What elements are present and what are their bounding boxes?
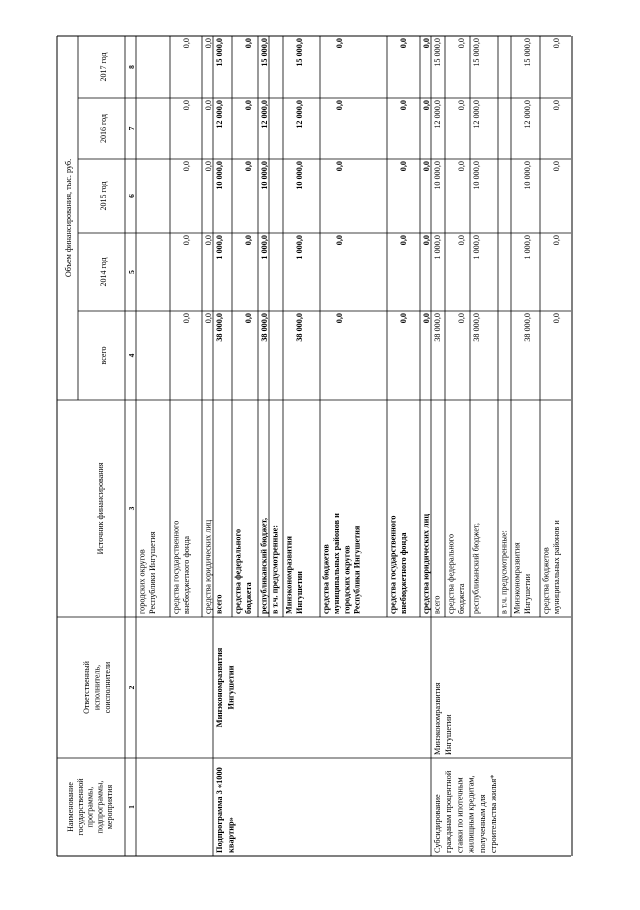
source-text: средства юридических лиц	[203, 519, 213, 614]
value-text: 0,0	[204, 161, 213, 172]
table-grid	[57, 36, 572, 856]
source-text: в т.ч. предусмотренные:	[499, 530, 509, 614]
value-text: 0,0	[422, 161, 431, 172]
value-text: 12 000,0	[433, 100, 442, 129]
source-text: внебюджетного фонда	[181, 535, 191, 614]
source-text: муниципальных районов и	[331, 513, 341, 614]
source-text: средства юридических лиц	[421, 513, 431, 614]
header-source-text: Источник финансирования	[96, 462, 105, 555]
column-number: 6	[127, 194, 136, 198]
value-text: 0,0	[181, 38, 191, 49]
header-exec-text: соисполнители	[103, 661, 112, 714]
value-text: 15 000,0	[522, 38, 532, 67]
header-year-text: 2016 год	[99, 114, 108, 143]
value-text: 1 000,0	[294, 235, 304, 260]
value-text: 0,0	[398, 38, 408, 49]
value-text: 1 000,0	[522, 235, 532, 260]
value-text: 0,0	[422, 235, 431, 246]
value-text: 0,0	[204, 38, 213, 49]
header-name-text: мероприятия	[105, 784, 115, 830]
value-text: 1 000,0	[433, 235, 442, 260]
column-number: 2	[127, 685, 136, 690]
source-text: средства федерального	[233, 528, 243, 614]
value-text: 0,0	[398, 235, 408, 246]
value-text: 0,0	[334, 38, 344, 49]
source-text: городских округов	[342, 545, 352, 614]
value-text: 0,0	[204, 313, 213, 324]
measure-name: жилищным кредитам,	[466, 775, 476, 853]
value-text: 0,0	[422, 313, 431, 324]
table-text	[64, 38, 561, 854]
header-year-text: 2015 год	[99, 181, 108, 211]
source-text: республиканский бюджет,	[259, 517, 269, 614]
source-text: Республики Ингушетия	[352, 525, 362, 614]
value-text: 0,0	[204, 235, 213, 246]
measure-executor: Минэкономразвития	[433, 682, 442, 755]
source-text: городских округов	[137, 549, 147, 614]
source-text: всего	[214, 594, 224, 614]
header-funding-group: Объем финансирования, тыс. руб.	[64, 158, 73, 278]
value-text: 0,0	[456, 313, 466, 324]
column-number: 5	[127, 270, 136, 274]
source-text: Минэкономразвития	[512, 542, 522, 614]
source-text: всего	[432, 595, 442, 614]
value-text: 0,0	[181, 313, 191, 324]
value-text: 0,0	[422, 100, 431, 111]
value-text: 10 000,0	[472, 161, 481, 190]
value-text: 0,0	[456, 161, 466, 172]
header-year-text: всего	[99, 346, 108, 365]
value-text: 0,0	[243, 235, 253, 246]
value-text: 38 000,0	[433, 313, 442, 342]
measure-name: Субсидирование	[433, 794, 442, 853]
subprogram-name: Подпрограмма 3 «1000	[215, 767, 224, 853]
source-text: муниципальных районов и	[551, 520, 561, 614]
value-text: 0,0	[181, 161, 191, 172]
header-exec-text: исполнитель,	[92, 664, 102, 711]
header-exec-text: Ответственный	[82, 661, 91, 714]
header-name-text: подпрограммы,	[95, 780, 105, 834]
value-text: 38 000,0	[472, 313, 481, 342]
value-text: 0,0	[243, 313, 253, 324]
column-number: 7	[127, 126, 136, 131]
column-number: 4	[127, 353, 136, 358]
subprogram-executor: Ингушетии	[226, 665, 236, 710]
value-text: 12 000,0	[472, 100, 481, 129]
measure-name: ставки по ипотечным	[455, 777, 465, 853]
value-text: 0,0	[243, 100, 253, 111]
value-text: 0,0	[334, 235, 344, 246]
value-text: 0,0	[551, 235, 561, 246]
value-text: 1 000,0	[260, 235, 269, 260]
source-text: бюджета	[243, 582, 253, 614]
value-text: 10 000,0	[215, 161, 224, 190]
source-text: Ингушетии	[294, 571, 304, 614]
source-text: средства государственного	[171, 520, 181, 614]
value-text: 0,0	[456, 235, 466, 246]
header-name-text: Наименование	[66, 782, 75, 832]
measure-name: строительства жилья*	[489, 774, 498, 853]
value-text: 15 000,0	[294, 38, 304, 67]
source-text: Республики Ингушетия	[147, 531, 157, 614]
value-text: 1 000,0	[215, 235, 224, 260]
value-text: 0,0	[181, 235, 191, 246]
column-number: 1	[127, 805, 136, 809]
header-year-text: 2014 год	[99, 257, 108, 287]
value-text: 0,0	[334, 313, 344, 324]
value-text: 1 000,0	[472, 235, 481, 260]
value-text: 0,0	[456, 38, 466, 49]
header-name-text: государственной	[75, 778, 85, 836]
value-text: 10 000,0	[522, 161, 532, 190]
source-text: Ингушетии	[522, 573, 532, 614]
value-text: 0,0	[551, 38, 561, 49]
column-number: 3	[127, 506, 136, 511]
source-text: средства федерального	[446, 533, 456, 614]
value-text: 0,0	[334, 161, 344, 172]
value-text: 0,0	[243, 161, 253, 172]
value-text: 0,0	[456, 100, 466, 111]
value-text: 0,0	[551, 161, 561, 172]
value-text: 0,0	[422, 38, 431, 49]
source-text: в т.ч. предусмотренные:	[270, 525, 280, 614]
value-text: 0,0	[398, 100, 408, 111]
value-text: 12 000,0	[260, 100, 269, 129]
value-text: 0,0	[204, 100, 213, 111]
source-text: республиканский бюджет,	[471, 523, 481, 614]
value-text: 12 000,0	[522, 100, 532, 129]
measure-name: гражданам процентной	[444, 770, 454, 853]
value-text: 38 000,0	[522, 313, 532, 342]
source-text: средства бюджетов	[541, 547, 551, 614]
measure-name: полученным для	[477, 794, 487, 853]
value-text: 38 000,0	[215, 313, 224, 342]
header-year-text: 2017 год	[99, 52, 108, 82]
value-text: 15 000,0	[215, 38, 224, 67]
value-text: 0,0	[398, 161, 408, 172]
value-text: 0,0	[243, 38, 253, 49]
value-text: 12 000,0	[294, 100, 304, 129]
value-text: 15 000,0	[472, 38, 481, 67]
source-text: Минэкономразвития	[284, 536, 294, 614]
subprogram-executor: Минэкономразвития	[215, 647, 224, 728]
source-text: бюджета	[456, 583, 466, 614]
value-text: 10 000,0	[433, 161, 442, 190]
header-name-text: программы,	[85, 786, 95, 828]
source-text: средства государственного	[388, 515, 398, 614]
source-text: средства бюджетов	[321, 544, 331, 614]
value-text: 12 000,0	[215, 100, 224, 129]
value-text: 0,0	[551, 100, 561, 111]
measure-executor: Ингушетии	[444, 714, 454, 755]
value-text: 15 000,0	[433, 38, 442, 67]
value-text: 10 000,0	[260, 161, 269, 190]
value-text: 15 000,0	[260, 38, 269, 67]
value-text: 38 000,0	[294, 313, 304, 342]
value-text: 10 000,0	[294, 161, 304, 190]
value-text: 0,0	[398, 313, 408, 324]
subprogram-name: квартир»	[226, 817, 236, 853]
value-text: 0,0	[334, 100, 344, 111]
source-text: внебюджетного фонда	[398, 532, 408, 614]
value-text: 0,0	[181, 100, 191, 111]
value-text: 0,0	[551, 313, 561, 324]
value-text: 38 000,0	[260, 313, 269, 342]
column-number: 8	[127, 65, 136, 69]
